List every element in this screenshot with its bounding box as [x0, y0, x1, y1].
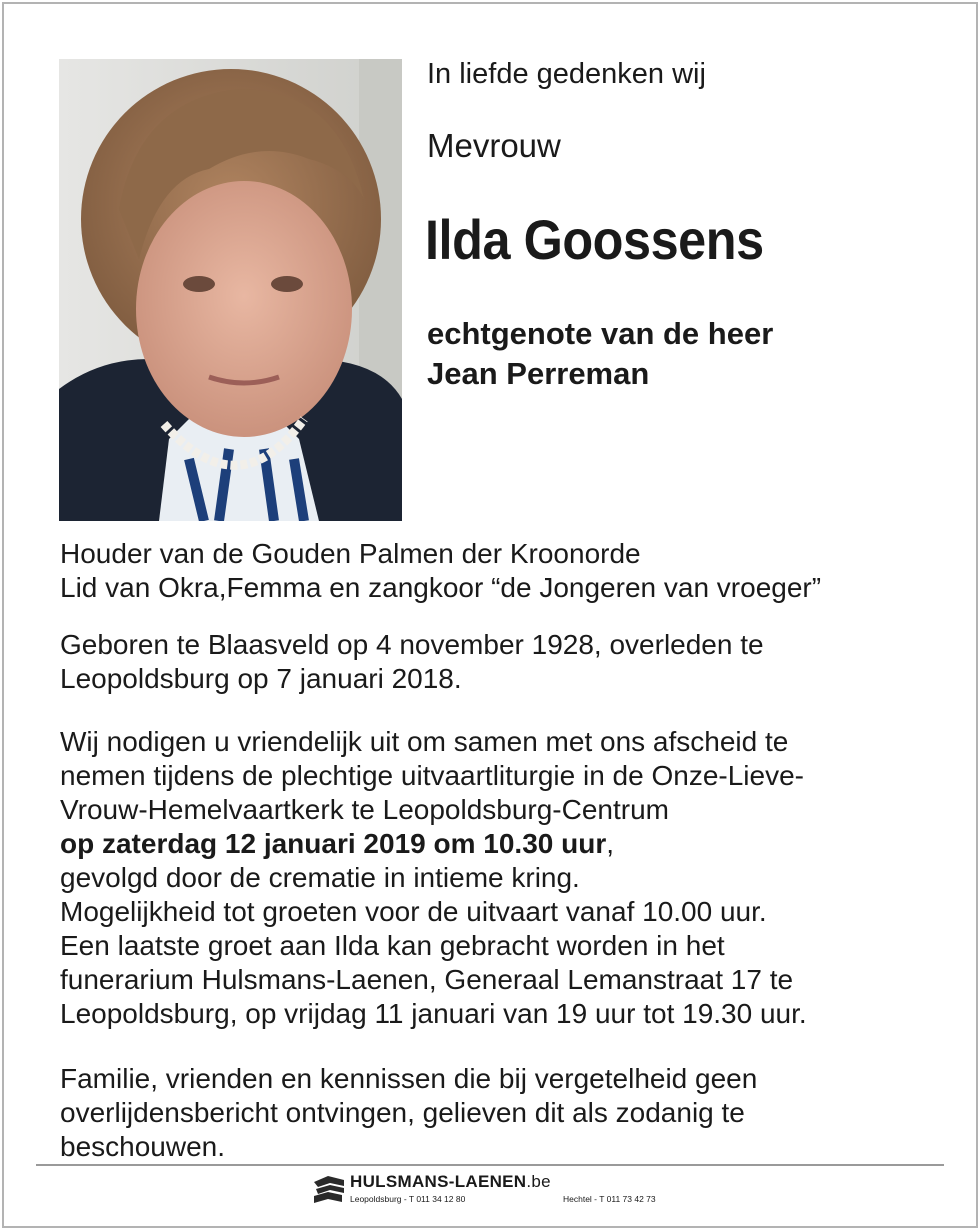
closing-line: Familie, vrienden en kennissen die bij vergetelheid geen: [60, 1063, 758, 1094]
hulsmans-laenen-logo-icon: [312, 1174, 346, 1204]
birth-death-line: Geboren te Blaasveld op 4 november 1928, overleden te: [60, 629, 764, 660]
funeral-line: Een laatste groet aan Ilda kan gebracht worden in het: [60, 930, 725, 961]
funeral-date: op zaterdag 12 januari 2019 om 10.30 uur: [60, 828, 607, 859]
brand-name: HULSMANS-LAENEN: [350, 1172, 527, 1191]
funeral-line: Mogelijkheid tot groeten voor de uitvaart vanaf 10.00 uur.: [60, 896, 767, 927]
portrait-photo: [59, 59, 402, 521]
funeral-line: funerarium Hulsmans-Laenen, Generaal Lemanstraat 17 te: [60, 964, 794, 995]
deceased-name: Ilda Goossens: [425, 208, 764, 271]
spouse-line: echtgenote van de heer: [427, 316, 774, 351]
closing-block: [60, 1062, 960, 1164]
spouse-name: Jean Perreman: [427, 356, 650, 391]
footer-divider: [36, 1164, 944, 1166]
closing-line: beschouwen.: [60, 1131, 226, 1162]
honors-block: [60, 537, 960, 605]
birth-death-block: [60, 628, 960, 696]
funeral-block: [60, 725, 960, 1031]
honors-line: Lid van Okra,Femma en zangkoor “de Jongeren van vroeger”: [60, 572, 822, 603]
contact-hechtel: Hechtel - T 011 73 42 73: [563, 1194, 656, 1204]
intro-text: In liefde gedenken wij: [427, 58, 706, 90]
spouse-block: [427, 314, 773, 394]
birth-death-line: Leopoldsburg op 7 januari 2018.: [60, 663, 462, 694]
funeral-line: nemen tijdens de plechtige uitvaartliturgie in de Onze-Lieve-: [60, 760, 804, 791]
closing-line: overlijdensbericht ontvingen, gelieven dit als zodanig te: [60, 1097, 745, 1128]
honorific-title: Mevrouw: [427, 127, 561, 164]
funeral-date-suffix: ,: [606, 828, 614, 859]
contact-leopoldsburg: Leopoldsburg - T 011 34 12 80: [350, 1194, 466, 1204]
funeral-home-name: [350, 1172, 551, 1192]
funeral-line: Vrouw-Hemelvaartkerk te Leopoldsburg-Centrum: [60, 794, 669, 825]
funeral-line: gevolgd door de crematie in intieme kring.: [60, 862, 580, 893]
funeral-date-line: [60, 827, 960, 861]
honors-line: Houder van de Gouden Palmen der Kroonorde: [60, 538, 641, 569]
funeral-line: Wij nodigen u vriendelijk uit om samen met ons afscheid te: [60, 726, 789, 757]
brand-tld: .be: [526, 1172, 551, 1191]
portrait-image: [59, 59, 402, 521]
funeral-line: Leopoldsburg, op vrijdag 11 januari van 19 uur tot 19.30 uur.: [60, 998, 807, 1029]
